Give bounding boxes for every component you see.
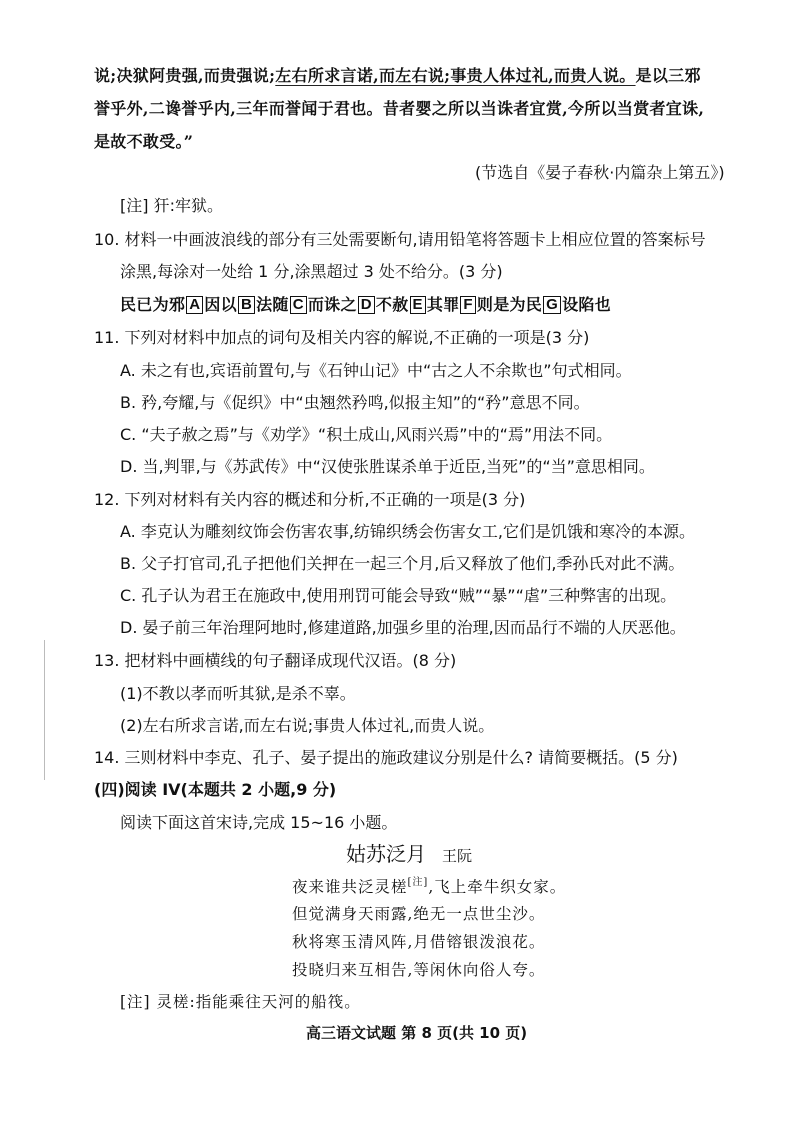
section-4-instruction: 阅读下面这首宋诗,完成 15~16 小题。 xyxy=(120,813,398,832)
poem-heading xyxy=(346,844,472,865)
q12-stem: 12. 下列对材料有关内容的概述和分析,不正确的一项是(3 分) xyxy=(94,490,526,509)
q12-option-d: D. 晏子前三年治理阿地时,修建道路,加强乡里的治理,因而品行不端的人厌恶他。 xyxy=(120,618,686,637)
poem-line-1-start: 夜来谁共泛灵槎 xyxy=(292,878,408,896)
answer-box-c[interactable]: C xyxy=(290,296,307,314)
q10-answer-options xyxy=(120,296,611,314)
poem-line-1-end: ,飞上牵牛织女家。 xyxy=(428,878,567,896)
section-4-header: (四)阅读 IV(本题共 2 小题,9 分) xyxy=(94,780,337,799)
q14-stem: 14. 三则材料中李克、孔子、晏子提出的施政建议分别是什么? 请简要概括。(5 分) xyxy=(94,748,678,767)
poem-line-3: 秋将寒玉清风阵,月借镕银泼浪花。 xyxy=(292,933,546,951)
q13-sentence-1: (1)不教以孝而听其狱,是杀不辜。 xyxy=(120,684,356,703)
poem-title: 姑苏泛月 xyxy=(346,842,426,866)
q11-option-c: C. “夫子赦之焉”与《劝学》“积土成山,风雨兴焉”中的“焉”用法不同。 xyxy=(120,425,613,444)
q10-segment: 设陷也 xyxy=(562,295,611,314)
answer-box-d[interactable]: D xyxy=(358,296,375,314)
q10-segment: 而诛之 xyxy=(307,295,357,314)
q10-stem-line-1: 10. 材料一中画波浪线的部分有三处需要断句,请用铅笔将答题卡上相应位置的答案标号 xyxy=(94,230,706,249)
q10-stem-line-2: 涂黑,每涂对一处给 1 分,涂黑超过 3 处不给分。(3 分) xyxy=(120,262,503,281)
passage-source: (节选自《晏子春秋·内篇杂上第五》) xyxy=(475,163,725,182)
answer-box-g[interactable]: G xyxy=(543,296,561,314)
answer-box-f[interactable]: F xyxy=(460,296,475,314)
poem-author: 王阮 xyxy=(442,847,473,865)
answer-box-b[interactable]: B xyxy=(238,296,255,314)
passage-line-1 xyxy=(94,68,701,84)
answer-box-a[interactable]: A xyxy=(186,296,203,314)
answer-box-e[interactable]: E xyxy=(410,296,426,314)
poem-note: [注] 灵槎:指能乘往天河的船筏。 xyxy=(120,993,361,1011)
passage-line-1-end: 是以三邪 xyxy=(635,66,701,85)
q13-stem: 13. 把材料中画横线的句子翻译成现代汉语。(8 分) xyxy=(94,651,457,670)
passage-line-2: 誉乎外,二谗誉乎内,三年而誉闻于君也。昔者婴之所以当诛者宜赏,今所以当赏者宜诛, xyxy=(94,99,705,118)
q10-segment: 因以 xyxy=(204,295,237,314)
margin-line xyxy=(44,640,45,780)
q12-option-c: C. 孔子认为君王在施政中,使用刑罚可能会导致“贼”“暴”“虐”三种弊害的出现。 xyxy=(120,586,677,605)
poem-line-4: 投晓归来互相告,等闲休向俗人夸。 xyxy=(292,961,546,979)
passage-line-3: 是故不敢受。” xyxy=(94,132,194,151)
underlined-sentence-2: 左右所求言诺,而左右说;事贵人体过礼,而贵人说。 xyxy=(275,66,636,85)
q10-segment: 法随 xyxy=(256,295,289,314)
q12-option-b: B. 父子打官司,孔子把他们关押在一起三个月,后又释放了他们,季孙氏对此不满。 xyxy=(120,554,685,573)
q11-option-b: B. 矜,夸耀,与《促织》中“虫翘然矜鸣,似报主知”的“矜”意思不同。 xyxy=(120,393,590,412)
q10-segment: 民已为邪 xyxy=(120,295,186,314)
q12-option-a: A. 李克认为雕刻纹饰会伤害农事,纺锦织绣会伤害女工,它们是饥饿和寒冷的本源。 xyxy=(120,522,696,541)
passage-line-1-start: 说;决狱阿贵强,而贵强说; xyxy=(94,66,276,85)
q11-stem: 11. 下列对材料中加点的词句及相关内容的解说,不正确的一项是(3 分) xyxy=(94,328,590,347)
poem-line-2: 但觉满身天雨露,绝无一点世尘沙。 xyxy=(292,905,546,923)
poem-note-marker: [注] xyxy=(407,877,429,888)
q10-segment: 其罪 xyxy=(426,295,460,314)
q10-segment: 不赦 xyxy=(375,295,409,314)
poem-line-1 xyxy=(292,878,566,896)
passage-note: [注] 犴:牢狱。 xyxy=(120,196,223,215)
page-footer: 高三语文试题 第 8 页(共 10 页) xyxy=(306,1024,528,1042)
q10-segment: 则是为民 xyxy=(476,295,543,314)
q13-sentence-2: (2)左右所求言诺,而左右说;事贵人体过礼,而贵人说。 xyxy=(120,716,495,735)
q11-option-a: A. 未之有也,宾语前置句,与《石钟山记》中“古之人不余欺也”句式相同。 xyxy=(120,361,632,380)
q11-option-d: D. 当,判罪,与《苏武传》中“汉使张胜谋杀单于近臣,当死”的“当”意思相同。 xyxy=(120,457,655,476)
